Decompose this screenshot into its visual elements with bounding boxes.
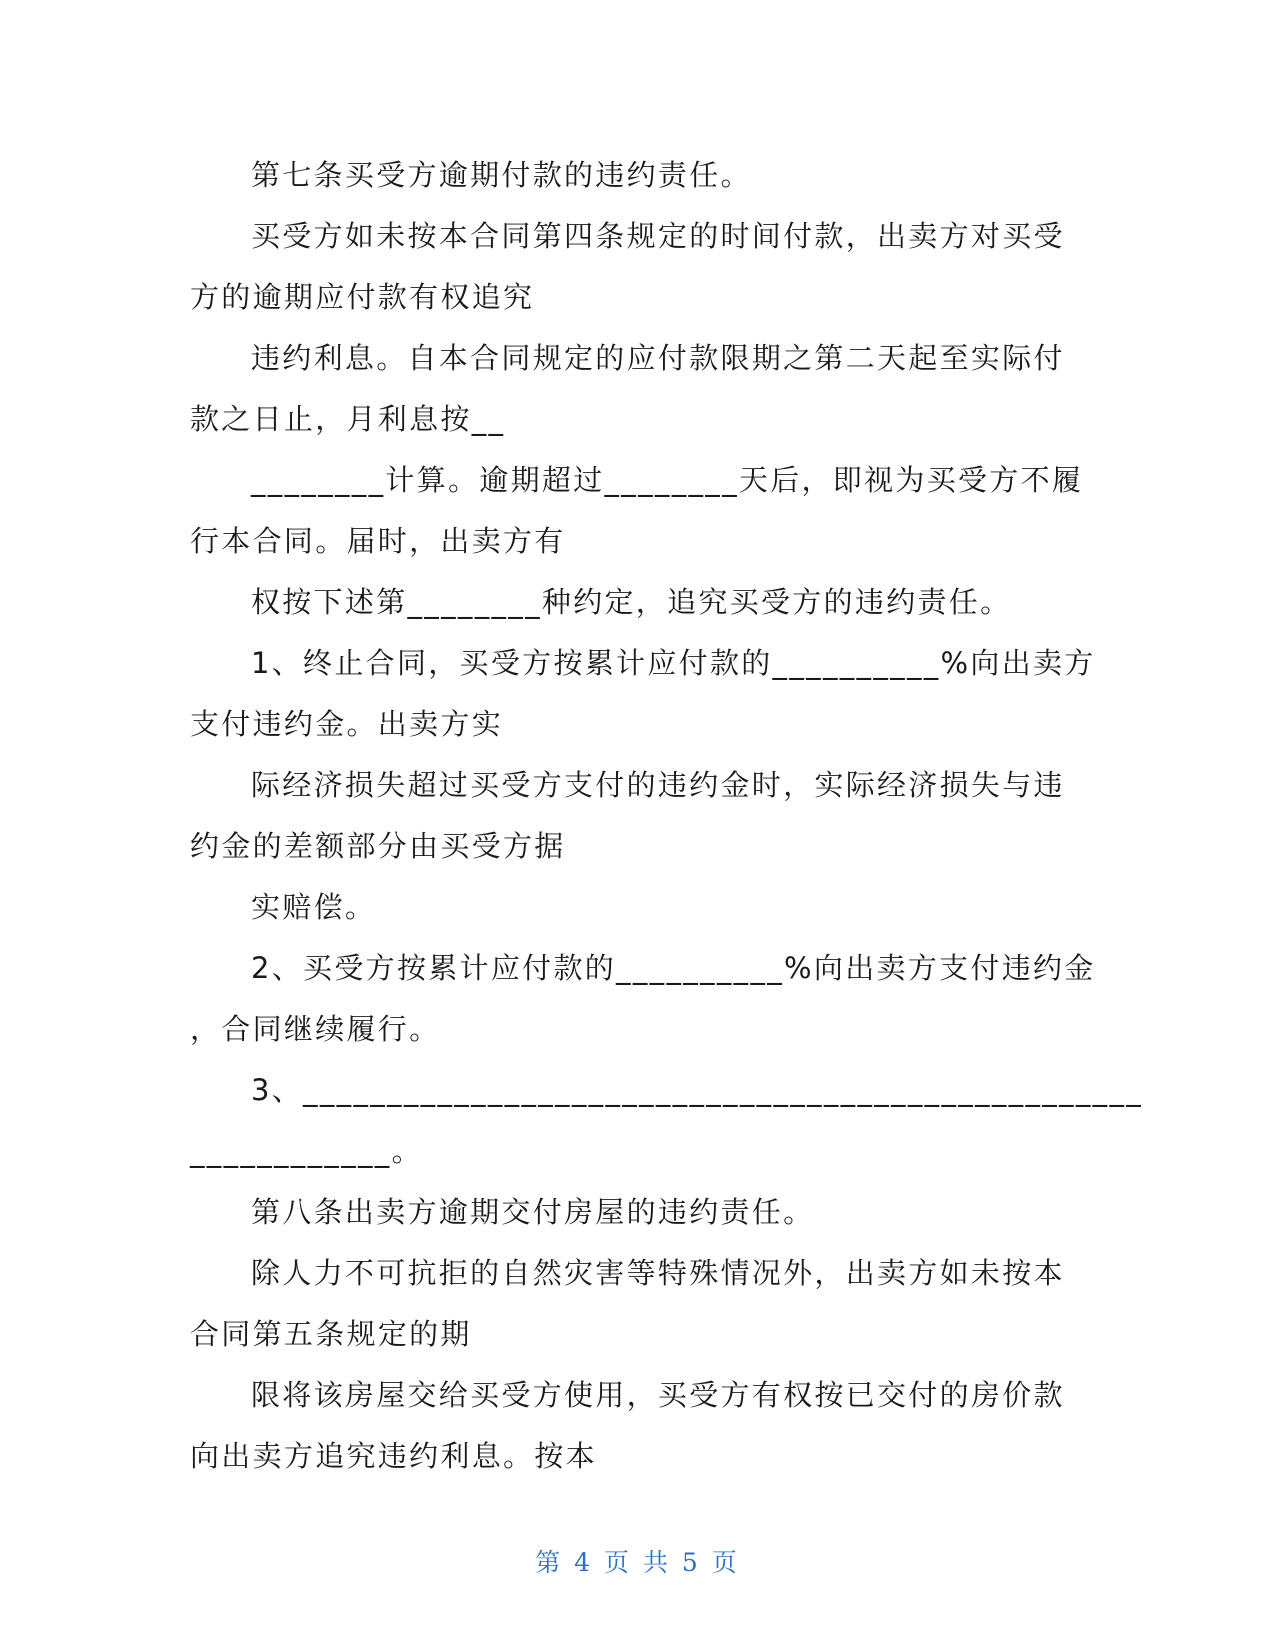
text-line: 支付违约金。出卖方实 [190, 707, 504, 741]
text-line: 1、终止合同，买受方按累计应付款的__________%向出卖方 [251, 646, 1096, 680]
text-line: 约金的差额部分由买受方据 [190, 829, 566, 863]
text-line: 第八条出卖方逾期交付房屋的违约责任。 [251, 1195, 815, 1229]
text-line: 款之日止，月利息按__ [190, 402, 506, 436]
text-line: ________计算。逾期超过________天后，即视为买受方不履 [251, 463, 1084, 497]
text-line: 第七条买受方逾期付款的违约责任。 [251, 158, 752, 192]
text-line: 实赔偿。 [251, 890, 377, 924]
text-line: 向出卖方追究违约利息。按本 [190, 1439, 597, 1473]
text-line: 限将该房屋交给买受方使用，买受方有权按已交付的房价款 [251, 1378, 1065, 1412]
document-body [190, 145, 1144, 1487]
text-line: 买受方如未按本合同第四条规定的时间付款，出卖方对买受 [251, 219, 1065, 253]
text-line: 违约利息。自本合同规定的应付款限期之第二天起至实际付 [251, 341, 1065, 375]
text-line: 3、__________________________________________________ [251, 1073, 1144, 1107]
text-line: 合同第五条规定的期 [190, 1317, 472, 1351]
text-line: ____________。 [190, 1134, 423, 1168]
text-line: 除人力不可抗拒的自然灾害等特殊情况外，出卖方如未按本 [251, 1256, 1065, 1290]
page-footer: 第 4 页 共 5 页 [535, 1548, 740, 1577]
text-line: 行本合同。届时，出卖方有 [190, 524, 566, 558]
text-line: 际经济损失超过买受方支付的违约金时，实际经济损失与违 [251, 768, 1065, 802]
text-line: 2、买受方按累计应付款的__________%向出卖方支付违约金 [251, 951, 1096, 985]
text-line: 权按下述第________种约定，追究买受方的违约责任。 [251, 585, 1012, 619]
text-line: ，合同继续履行。 [190, 1012, 441, 1046]
text-line: 方的逾期应付款有权追究 [190, 280, 535, 314]
